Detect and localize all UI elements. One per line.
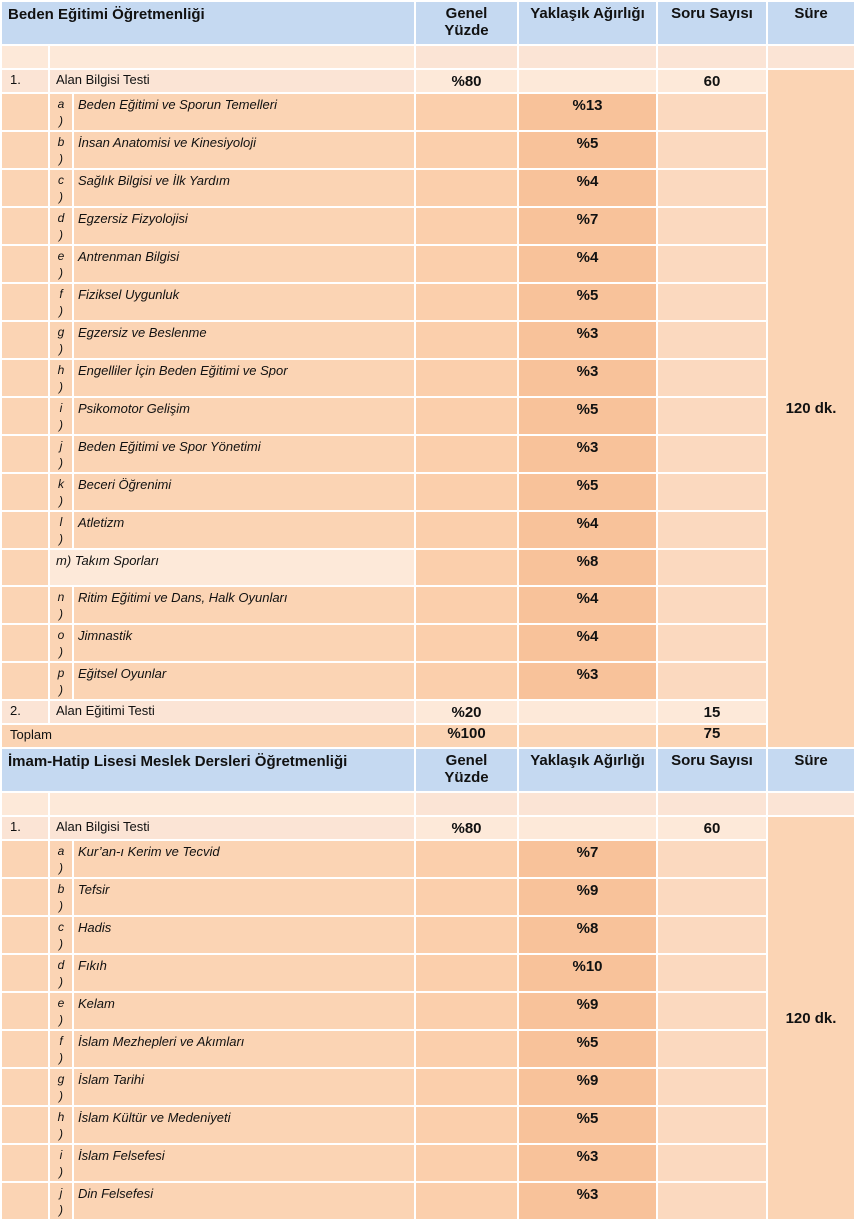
soru-sayisi-empty — [658, 663, 766, 699]
paren: ) — [59, 494, 63, 508]
genel-yuzde-empty — [416, 436, 517, 472]
subject-letter — [50, 170, 72, 206]
subject-row — [2, 284, 854, 320]
genel-yuzde-empty — [416, 360, 517, 396]
row-spacer — [2, 94, 48, 130]
total-soru: 75 — [658, 725, 766, 747]
subject-row — [2, 132, 854, 168]
letter: l — [59, 515, 63, 529]
paren: ) — [59, 683, 63, 697]
subject-weight: %13 — [519, 94, 656, 130]
subject-name: İnsan Anatomisi ve Kinesiyoloji — [74, 132, 414, 168]
subject-letter — [50, 879, 72, 915]
genel-yuzde-empty — [416, 625, 517, 661]
subject-weight: %3 — [519, 663, 656, 699]
row-spacer — [2, 246, 48, 282]
blank-cell — [658, 793, 766, 815]
agirlik-empty — [519, 817, 656, 839]
total-row — [2, 725, 854, 747]
subject-weight: %3 — [519, 1145, 656, 1181]
subject-letter — [50, 917, 72, 953]
subject-name: Sağlık Bilgisi ve İlk Yardım — [74, 170, 414, 206]
blank-cell — [768, 46, 854, 68]
agirlik-empty — [519, 725, 656, 747]
letter: a — [57, 844, 65, 858]
soru-sayisi-value: 60 — [658, 817, 766, 839]
col-soru-sayisi: Soru Sayısı — [658, 2, 766, 44]
blank-cell — [50, 793, 414, 815]
col-yuzde-label: Yüzde — [444, 769, 489, 786]
section-title: İmam-Hatip Lisesi Meslek Dersleri Öğretmenliği — [2, 749, 414, 791]
test-number: 1. — [2, 817, 48, 839]
soru-sayisi-empty — [658, 94, 766, 130]
subject-row — [2, 587, 854, 623]
test-row — [2, 70, 854, 92]
row-spacer — [2, 512, 48, 548]
subject-name: Hadis — [74, 917, 414, 953]
row-spacer — [2, 993, 48, 1029]
subject-letter — [50, 132, 72, 168]
subject-row — [2, 170, 854, 206]
paren: ) — [59, 456, 63, 470]
subject-weight: %9 — [519, 879, 656, 915]
paren: ) — [59, 607, 63, 621]
subject-row — [2, 1107, 854, 1143]
genel-yuzde-value: %80 — [416, 817, 517, 839]
subject-name: İslam Tarihi — [74, 1069, 414, 1105]
col-genel-yuzde — [416, 2, 517, 44]
subject-weight: %8 — [519, 917, 656, 953]
blank-cell — [519, 793, 656, 815]
col-agirlik: Yaklaşık Ağırlığı — [519, 749, 656, 791]
row-spacer — [2, 663, 48, 699]
row-spacer — [2, 1183, 48, 1219]
subject-letter — [50, 993, 72, 1029]
subject-letter — [50, 208, 72, 244]
soru-sayisi-empty — [658, 917, 766, 953]
row-spacer — [2, 284, 48, 320]
paren: ) — [59, 228, 63, 242]
paren: ) — [59, 861, 63, 875]
genel-yuzde-empty — [416, 284, 517, 320]
subject-row — [2, 474, 854, 510]
subject-weight: %3 — [519, 360, 656, 396]
genel-yuzde-empty — [416, 398, 517, 434]
section-title: Beden Eğitimi Öğretmenliği — [2, 2, 414, 44]
subject-name: İslam Mezhepleri ve Akımları — [74, 1031, 414, 1067]
soru-sayisi-empty — [658, 170, 766, 206]
subject-weight: %5 — [519, 284, 656, 320]
subject-name: m) Takım Sporları — [50, 550, 414, 585]
row-spacer — [2, 1145, 48, 1181]
genel-yuzde-empty — [416, 663, 517, 699]
subject-name: Eğitsel Oyunlar — [74, 663, 414, 699]
row-spacer — [2, 170, 48, 206]
subject-letter — [50, 841, 72, 877]
row-spacer — [2, 436, 48, 472]
subject-letter — [50, 625, 72, 661]
subject-letter — [50, 1031, 72, 1067]
test-label: Alan Bilgisi Testi — [50, 817, 414, 839]
row-spacer — [2, 1069, 48, 1105]
blank-cell — [416, 793, 517, 815]
subject-row — [2, 208, 854, 244]
row-spacer — [2, 1107, 48, 1143]
paren: ) — [59, 1051, 63, 1065]
subject-row — [2, 955, 854, 991]
soru-sayisi-value: 60 — [658, 70, 766, 92]
genel-yuzde-empty — [416, 512, 517, 548]
subject-row — [2, 436, 854, 472]
row-spacer — [2, 587, 48, 623]
subject-name: Din Felsefesi — [74, 1183, 414, 1219]
letter: j — [59, 439, 63, 453]
paren: ) — [59, 342, 63, 356]
subject-row — [2, 1183, 854, 1219]
total-label: Toplam — [2, 725, 414, 747]
soru-sayisi-empty — [658, 284, 766, 320]
letter: n — [57, 590, 65, 604]
subject-name: Jimnastik — [74, 625, 414, 661]
subject-letter — [50, 1069, 72, 1105]
subject-letter — [50, 284, 72, 320]
soru-sayisi-empty — [658, 132, 766, 168]
genel-yuzde-empty — [416, 1069, 517, 1105]
subject-letter — [50, 1145, 72, 1181]
subject-letter — [50, 955, 72, 991]
subject-name: Ritim Eğitimi ve Dans, Halk Oyunları — [74, 587, 414, 623]
genel-yuzde-empty — [416, 1183, 517, 1219]
letter: h — [57, 1110, 65, 1124]
genel-yuzde-empty — [416, 170, 517, 206]
subject-name: Psikomotor Gelişim — [74, 398, 414, 434]
subject-row — [2, 625, 854, 661]
letter: d — [57, 211, 65, 225]
subject-row — [2, 512, 854, 548]
letter: k — [58, 477, 64, 491]
soru-sayisi-empty — [658, 322, 766, 358]
col-yuzde-label: Yüzde — [444, 22, 489, 39]
col-genel-label: Genel — [445, 5, 488, 22]
soru-sayisi-empty — [658, 1069, 766, 1105]
soru-sayisi-empty — [658, 208, 766, 244]
soru-sayisi-empty — [658, 625, 766, 661]
row-spacer — [2, 955, 48, 991]
test-row — [2, 817, 854, 839]
test-row — [2, 701, 854, 723]
subject-weight: %5 — [519, 1031, 656, 1067]
subject-weight: %4 — [519, 170, 656, 206]
paren: ) — [59, 1089, 63, 1103]
subject-name: Beden Eğitimi ve Sporun Temelleri — [74, 94, 414, 130]
subject-weight: %7 — [519, 208, 656, 244]
genel-yuzde-value: %80 — [416, 70, 517, 92]
subject-name: Atletizm — [74, 512, 414, 548]
paren: ) — [59, 304, 63, 318]
soru-sayisi-empty — [658, 879, 766, 915]
subject-name: Kur’an-ı Kerim ve Tecvid — [74, 841, 414, 877]
section-header — [2, 2, 854, 44]
subject-row — [2, 94, 854, 130]
subject-letter — [50, 512, 72, 548]
subject-row — [2, 879, 854, 915]
agirlik-empty — [519, 701, 656, 723]
subject-weight: %3 — [519, 322, 656, 358]
paren: ) — [59, 1165, 63, 1179]
soru-sayisi-empty — [658, 474, 766, 510]
genel-yuzde-empty — [416, 322, 517, 358]
row-spacer — [2, 474, 48, 510]
paren: ) — [59, 418, 63, 432]
subject-weight: %3 — [519, 1183, 656, 1219]
paren: ) — [59, 1203, 63, 1217]
subject-weight: %9 — [519, 993, 656, 1029]
subject-row — [2, 663, 854, 699]
letter: h — [57, 363, 65, 377]
subject-letter — [50, 1107, 72, 1143]
paren: ) — [59, 975, 63, 989]
subject-weight: %7 — [519, 841, 656, 877]
test-number: 2. — [2, 701, 48, 723]
subject-row — [2, 322, 854, 358]
subject-name: İslam Kültür ve Medeniyeti — [74, 1107, 414, 1143]
paren: ) — [59, 645, 63, 659]
subject-letter — [50, 587, 72, 623]
genel-yuzde-empty — [416, 993, 517, 1029]
row-spacer — [2, 917, 48, 953]
letter: a — [57, 97, 65, 111]
row-spacer — [2, 322, 48, 358]
row-spacer — [2, 208, 48, 244]
paren: ) — [59, 1127, 63, 1141]
letter: b — [57, 135, 65, 149]
blank-cell — [519, 46, 656, 68]
subject-letter — [50, 94, 72, 130]
soru-sayisi-empty — [658, 512, 766, 548]
subject-name: Beden Eğitimi ve Spor Yönetimi — [74, 436, 414, 472]
row-spacer — [2, 841, 48, 877]
subject-row — [2, 841, 854, 877]
letter: c — [58, 173, 64, 187]
blank-cell — [658, 46, 766, 68]
soru-sayisi-empty — [658, 436, 766, 472]
paren: ) — [59, 380, 63, 394]
col-sure: Süre — [768, 749, 854, 791]
soru-sayisi-empty — [658, 1031, 766, 1067]
blank-cell — [416, 46, 517, 68]
paren: ) — [59, 152, 63, 166]
agirlik-empty — [519, 70, 656, 92]
subject-weight: %4 — [519, 512, 656, 548]
blank-cell — [768, 793, 854, 815]
paren: ) — [59, 114, 63, 128]
subject-name: Beceri Öğrenimi — [74, 474, 414, 510]
genel-yuzde-empty — [416, 94, 517, 130]
genel-yuzde-empty — [416, 587, 517, 623]
paren: ) — [59, 1013, 63, 1027]
row-spacer — [2, 360, 48, 396]
subject-name: Tefsir — [74, 879, 414, 915]
soru-sayisi-empty — [658, 1107, 766, 1143]
soru-sayisi-empty — [658, 1145, 766, 1181]
paren: ) — [59, 190, 63, 204]
subject-name: Fıkıh — [74, 955, 414, 991]
total-genel: %100 — [416, 725, 517, 747]
letter: d — [57, 958, 65, 972]
letter: e — [57, 249, 65, 263]
subject-letter — [50, 398, 72, 434]
soru-sayisi-value: 15 — [658, 701, 766, 723]
subject-name: Antrenman Bilgisi — [74, 246, 414, 282]
blank-cell — [2, 793, 48, 815]
subject-name: Kelam — [74, 993, 414, 1029]
subject-weight: %5 — [519, 474, 656, 510]
subject-letter — [50, 474, 72, 510]
subject-row — [2, 1069, 854, 1105]
letter: i — [59, 401, 63, 415]
letter: c — [58, 920, 64, 934]
col-soru-sayisi: Soru Sayısı — [658, 749, 766, 791]
subject-row — [2, 398, 854, 434]
subject-row — [2, 360, 854, 396]
subject-row — [2, 1145, 854, 1181]
col-genel-yuzde — [416, 749, 517, 791]
letter: b — [57, 882, 65, 896]
soru-sayisi-empty — [658, 360, 766, 396]
subject-letter — [50, 246, 72, 282]
letter: o — [57, 628, 65, 642]
paren: ) — [59, 937, 63, 951]
paren: ) — [59, 266, 63, 280]
genel-yuzde-empty — [416, 841, 517, 877]
test-label: Alan Bilgisi Testi — [50, 70, 414, 92]
letter: f — [59, 287, 63, 301]
subject-weight: %5 — [519, 132, 656, 168]
letter: p — [57, 666, 65, 680]
subject-letter — [50, 322, 72, 358]
genel-yuzde-empty — [416, 955, 517, 991]
row-spacer — [2, 550, 48, 585]
genel-yuzde-empty — [416, 917, 517, 953]
genel-yuzde-empty — [416, 879, 517, 915]
subject-weight: %4 — [519, 246, 656, 282]
subject-letter — [50, 436, 72, 472]
genel-yuzde-empty — [416, 246, 517, 282]
letter: g — [57, 325, 65, 339]
letter: e — [57, 996, 65, 1010]
subject-name: İslam Felsefesi — [74, 1145, 414, 1181]
subject-row — [2, 917, 854, 953]
blank-cell — [2, 46, 48, 68]
soru-sayisi-empty — [658, 841, 766, 877]
subject-weight: %8 — [519, 550, 656, 585]
subject-name: Engelliler İçin Beden Eğitimi ve Spor — [74, 360, 414, 396]
soru-sayisi-empty — [658, 955, 766, 991]
subject-weight: %3 — [519, 436, 656, 472]
row-spacer — [2, 625, 48, 661]
subject-weight: %5 — [519, 1107, 656, 1143]
paren: ) — [59, 899, 63, 913]
subject-row — [2, 246, 854, 282]
row-spacer — [2, 398, 48, 434]
sure-value: 120 dk. — [768, 817, 854, 1219]
subject-weight: %4 — [519, 625, 656, 661]
letter: f — [59, 1034, 63, 1048]
soru-sayisi-empty — [658, 550, 766, 585]
soru-sayisi-empty — [658, 587, 766, 623]
genel-yuzde-empty — [416, 550, 517, 585]
subject-letter — [50, 1183, 72, 1219]
col-genel-label: Genel — [445, 752, 488, 769]
test-number: 1. — [2, 70, 48, 92]
blank-row — [2, 793, 854, 815]
genel-yuzde-empty — [416, 1107, 517, 1143]
genel-yuzde-value: %20 — [416, 701, 517, 723]
subject-weight: %9 — [519, 1069, 656, 1105]
subject-letter — [50, 360, 72, 396]
genel-yuzde-empty — [416, 208, 517, 244]
subject-name: Egzersiz ve Beslenme — [74, 322, 414, 358]
subject-letter — [50, 663, 72, 699]
soru-sayisi-empty — [658, 1183, 766, 1219]
row-spacer — [2, 1031, 48, 1067]
blank-row — [2, 46, 854, 68]
subject-name: Egzersiz Fizyolojisi — [74, 208, 414, 244]
row-spacer — [2, 879, 48, 915]
subject-weight: %10 — [519, 955, 656, 991]
row-spacer — [2, 132, 48, 168]
subject-row — [2, 1031, 854, 1067]
blank-cell — [50, 46, 414, 68]
letter: j — [59, 1186, 63, 1200]
sure-value: 120 dk. — [768, 70, 854, 747]
letter: g — [57, 1072, 65, 1086]
soru-sayisi-empty — [658, 246, 766, 282]
section-header — [2, 749, 854, 791]
subject-name: Fiziksel Uygunluk — [74, 284, 414, 320]
col-agirlik: Yaklaşık Ağırlığı — [519, 2, 656, 44]
test-label: Alan Eğitimi Testi — [50, 701, 414, 723]
paren: ) — [59, 532, 63, 546]
genel-yuzde-empty — [416, 474, 517, 510]
col-sure: Süre — [768, 2, 854, 44]
genel-yuzde-empty — [416, 132, 517, 168]
soru-sayisi-empty — [658, 398, 766, 434]
subject-weight: %4 — [519, 587, 656, 623]
letter: i — [59, 1148, 63, 1162]
subject-weight: %5 — [519, 398, 656, 434]
soru-sayisi-empty — [658, 993, 766, 1029]
subject-row — [2, 993, 854, 1029]
genel-yuzde-empty — [416, 1145, 517, 1181]
genel-yuzde-empty — [416, 1031, 517, 1067]
subject-row — [2, 550, 854, 585]
